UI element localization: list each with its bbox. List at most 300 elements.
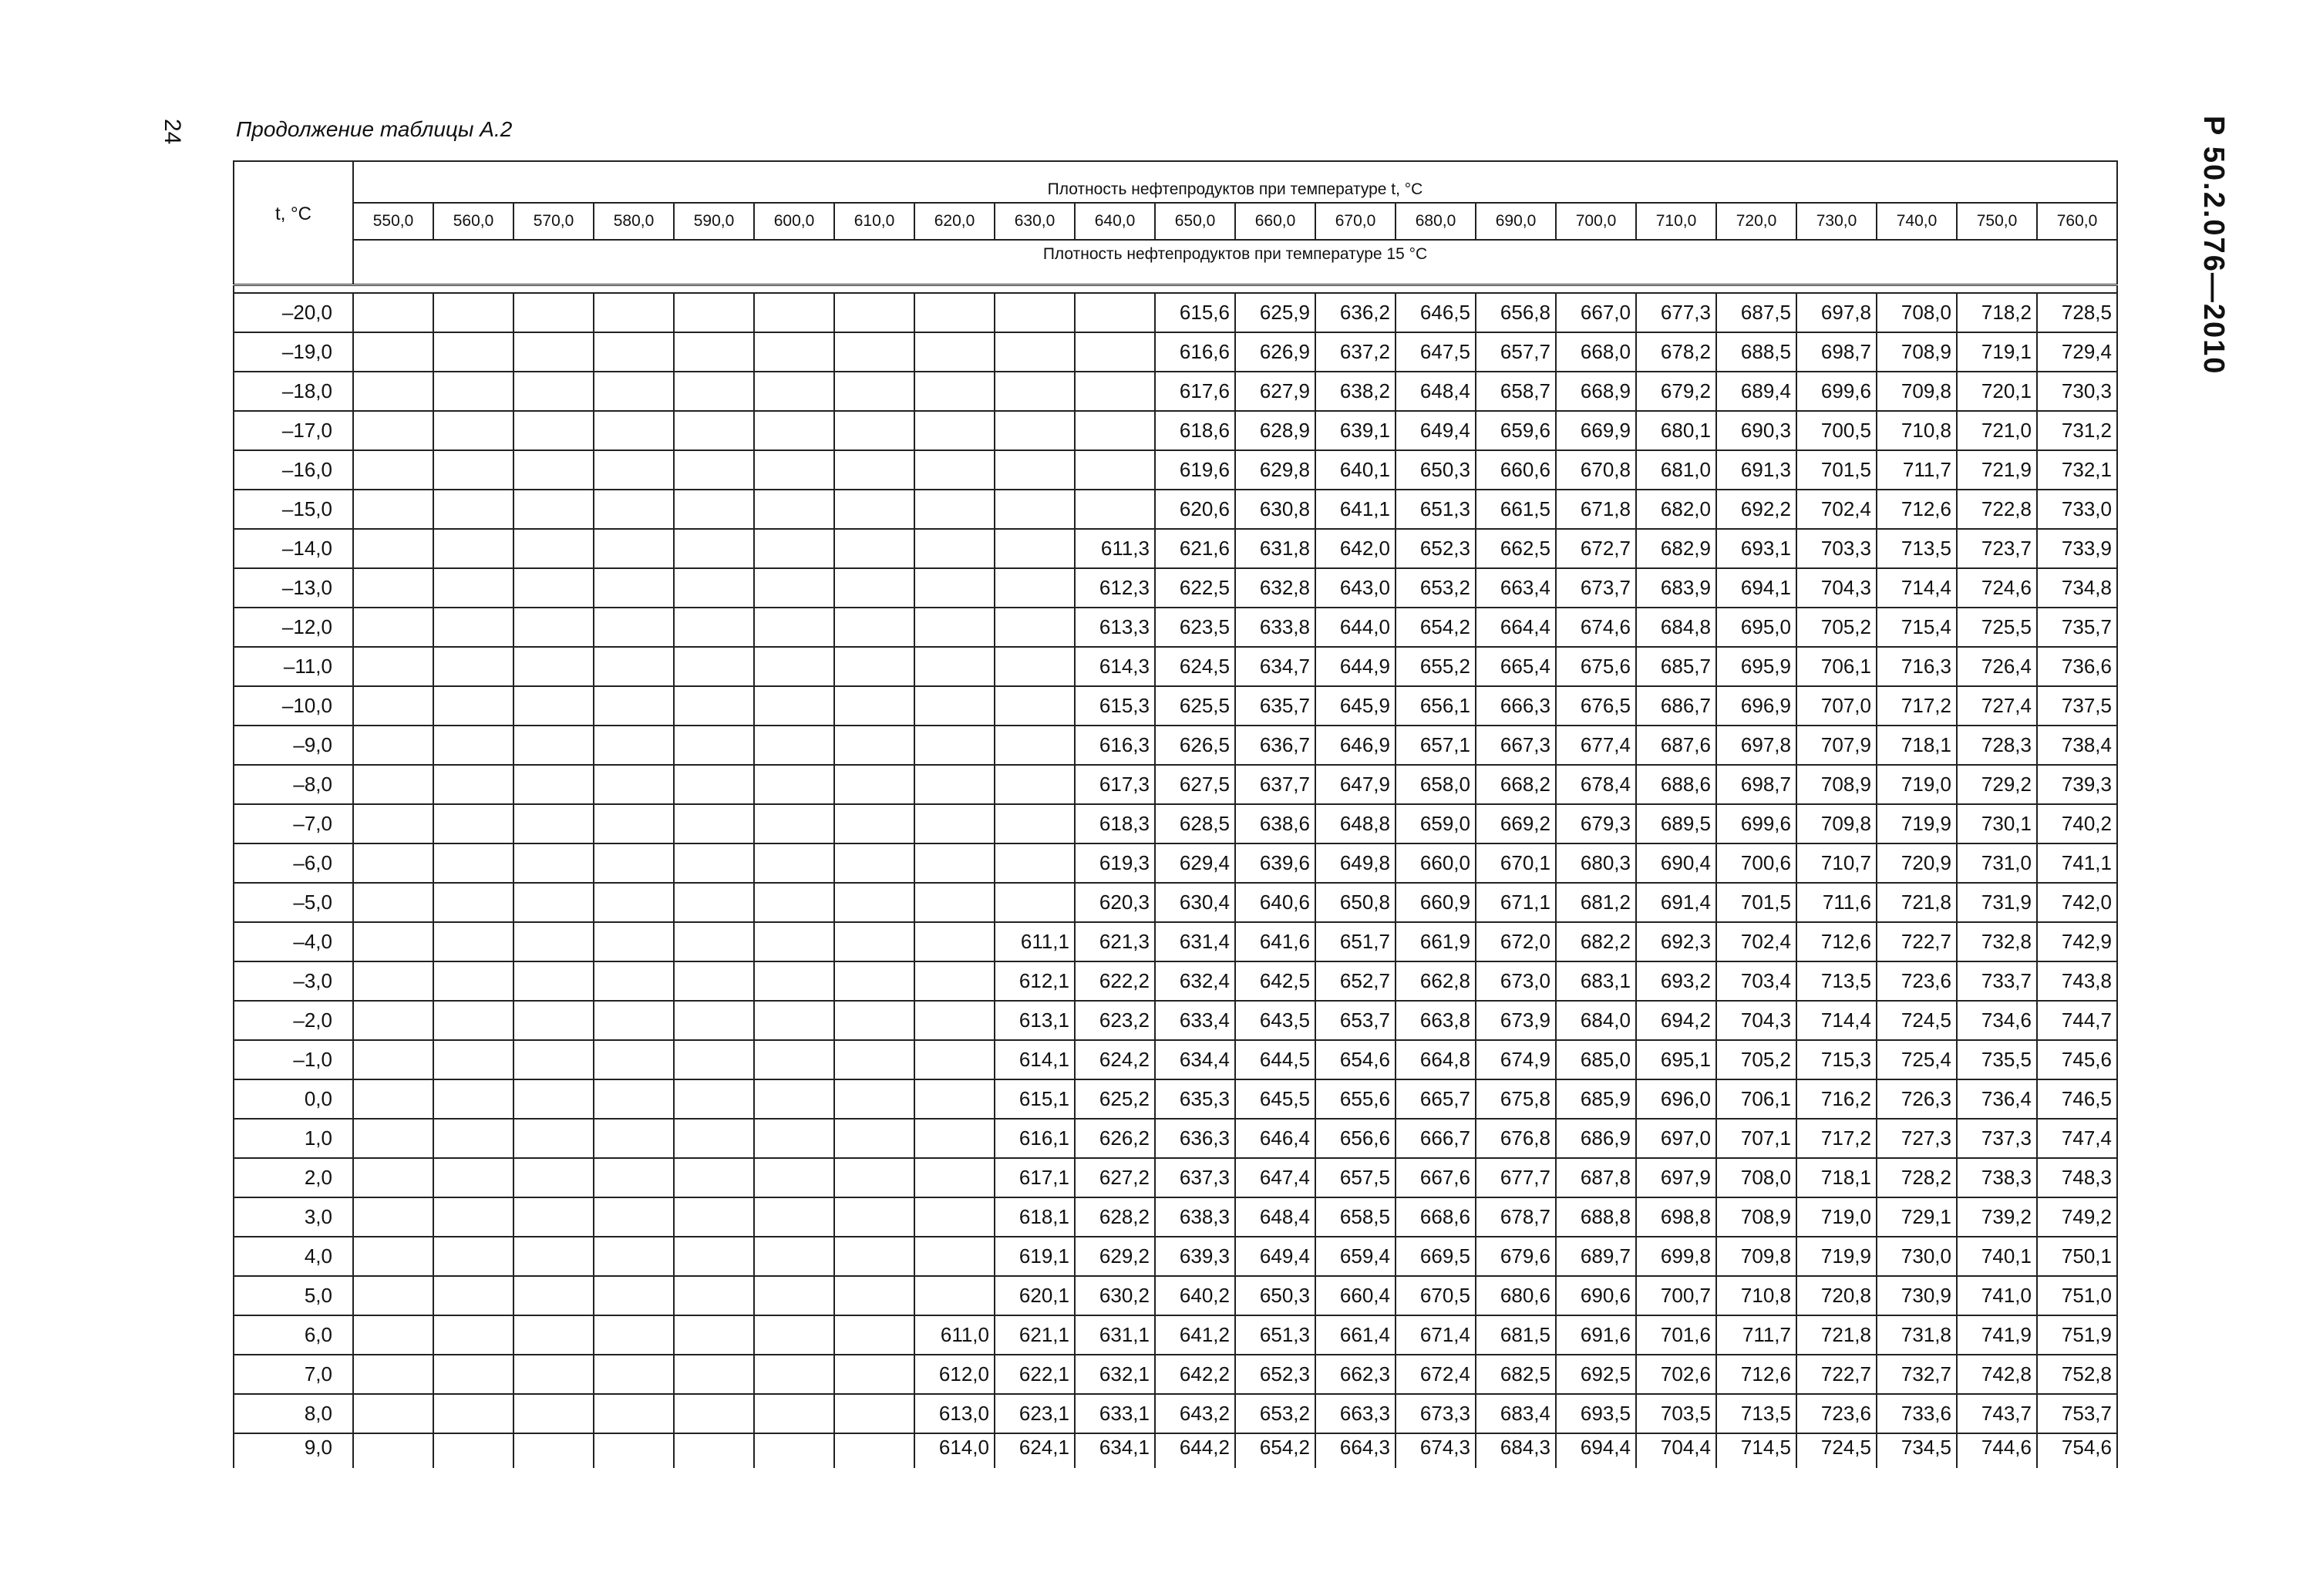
density-cell: [914, 332, 995, 372]
density-cell: [594, 1119, 674, 1158]
density-cell: [353, 1197, 433, 1237]
density-cell: 650,3: [1235, 1276, 1315, 1315]
density-cell: 627,2: [1075, 1158, 1155, 1197]
density-cell: 724,5: [1796, 1433, 1877, 1468]
density-cell: 614,3: [1075, 647, 1155, 686]
density-cell: [433, 529, 513, 568]
density-cell: 621,3: [1075, 922, 1155, 961]
density-cell: 685,7: [1636, 647, 1716, 686]
density-cell: [433, 372, 513, 411]
density-cell: 652,3: [1235, 1355, 1315, 1394]
density-cell: 614,0: [914, 1433, 995, 1468]
density-cell: 626,9: [1235, 332, 1315, 372]
density-cell: 712,6: [1877, 490, 1957, 529]
density-cell: [834, 765, 914, 804]
density-cell: [433, 726, 513, 765]
density-cell: 661,4: [1315, 1315, 1396, 1355]
density-cell: 659,6: [1476, 411, 1556, 450]
density-cell: [594, 608, 674, 647]
header-gap: [234, 285, 2117, 294]
density-cell: 728,5: [2037, 293, 2117, 332]
density-cell: 668,9: [1556, 372, 1636, 411]
density-cell: [674, 1237, 754, 1276]
density-cell: 677,3: [1636, 293, 1716, 332]
density-cell: 669,5: [1396, 1237, 1476, 1276]
density-cell: [754, 411, 834, 450]
density-cell: 716,3: [1877, 647, 1957, 686]
header-top: Плотность нефтепродуктов при температуре t, °C: [353, 161, 2117, 203]
density-cell: 667,0: [1556, 293, 1636, 332]
density-cell: [433, 961, 513, 1001]
density-cell: 653,7: [1315, 1001, 1396, 1040]
density-cell: [594, 1040, 674, 1079]
density-cell: 680,1: [1636, 411, 1716, 450]
density-cell: [353, 843, 433, 883]
density-cell: [754, 961, 834, 1001]
density-cell: 624,1: [995, 1433, 1075, 1468]
density-cell: 668,6: [1396, 1197, 1476, 1237]
table-row: [234, 490, 2117, 529]
density-cell: [513, 843, 594, 883]
density-cell: 621,1: [995, 1315, 1075, 1355]
density-cell: 729,2: [1957, 765, 2037, 804]
density-cell: 668,2: [1476, 765, 1556, 804]
density-cell: [834, 1197, 914, 1237]
density-cell: 658,5: [1315, 1197, 1396, 1237]
density-cell: 702,6: [1636, 1355, 1716, 1394]
density-cell: [834, 843, 914, 883]
temperature-cell: 8,0: [234, 1394, 353, 1433]
density-cell: [513, 450, 594, 490]
density-cell: [433, 1079, 513, 1119]
density-cell: 736,6: [2037, 647, 2117, 686]
temperature-cell: 0,0: [234, 1079, 353, 1119]
density-cell: 628,2: [1075, 1197, 1155, 1237]
density-cell: 697,8: [1716, 726, 1796, 765]
density-cell: 641,1: [1315, 490, 1396, 529]
density-cell: [914, 1119, 995, 1158]
density-cell: [513, 608, 594, 647]
density-cell: 632,1: [1075, 1355, 1155, 1394]
density-cell: 704,4: [1636, 1433, 1716, 1468]
density-cell: 676,5: [1556, 686, 1636, 726]
density-cell: 662,5: [1476, 529, 1556, 568]
density-cell: [674, 1276, 754, 1315]
density-cell: [433, 1394, 513, 1433]
density-cell: 702,4: [1796, 490, 1877, 529]
density-cell: [914, 411, 995, 450]
density-cell: 665,7: [1396, 1079, 1476, 1119]
density-cell: 744,6: [1957, 1433, 2037, 1468]
temperature-cell: –1,0: [234, 1040, 353, 1079]
density-cell: 658,7: [1476, 372, 1556, 411]
density-cell: 675,6: [1556, 647, 1636, 686]
density-cell: [914, 1276, 995, 1315]
density-cell: [995, 804, 1075, 843]
density-cell: 719,9: [1877, 804, 1957, 843]
density-cell: [674, 1394, 754, 1433]
density-cell: 741,1: [2037, 843, 2117, 883]
density-cell: [754, 1197, 834, 1237]
density-cell: 730,3: [2037, 372, 2117, 411]
density-cell: [433, 1276, 513, 1315]
density-cell: 720,9: [1877, 843, 1957, 883]
density-cell: [995, 450, 1075, 490]
density-cell: 638,6: [1235, 804, 1315, 843]
density-cell: 617,3: [1075, 765, 1155, 804]
density-cell: [433, 1158, 513, 1197]
density-cell: [513, 568, 594, 608]
density-cell: 730,1: [1957, 804, 2037, 843]
density-cell: [513, 411, 594, 450]
density-cell: [995, 765, 1075, 804]
density-cell: 709,8: [1716, 1237, 1796, 1276]
density-cell: 615,6: [1155, 293, 1235, 332]
density-cell: [353, 1119, 433, 1158]
table-row: [234, 804, 2117, 843]
density-cell: 661,5: [1476, 490, 1556, 529]
density-cell: [834, 1394, 914, 1433]
density-cell: [594, 1079, 674, 1119]
density-cell: 649,4: [1396, 411, 1476, 450]
density-cell: [513, 293, 594, 332]
density-cell: 649,4: [1235, 1237, 1315, 1276]
density-cell: [513, 1315, 594, 1355]
density-cell: [914, 450, 995, 490]
density-cell: 699,6: [1796, 372, 1877, 411]
density-cell: 634,1: [1075, 1433, 1155, 1468]
density-cell: 682,2: [1556, 922, 1636, 961]
density-cell: 695,0: [1716, 608, 1796, 647]
density-cell: 724,5: [1877, 1001, 1957, 1040]
density-cell: [674, 922, 754, 961]
density-cell: [674, 1355, 754, 1394]
density-cell: [995, 883, 1075, 922]
density-cell: [914, 961, 995, 1001]
density-cell: 737,3: [1957, 1119, 2037, 1158]
density-cell: [674, 1158, 754, 1197]
density-cell: 695,9: [1716, 647, 1796, 686]
density-cell: 730,0: [1877, 1237, 1957, 1276]
density-cell: 718,1: [1796, 1158, 1877, 1197]
density-cell: 656,6: [1315, 1119, 1396, 1158]
density-cell: [754, 922, 834, 961]
density-cell: [1075, 411, 1155, 450]
density-cell: 648,4: [1396, 372, 1476, 411]
temperature-cell: –7,0: [234, 804, 353, 843]
column-header: 610,0: [834, 203, 914, 240]
density-cell: 629,2: [1075, 1237, 1155, 1276]
density-cell: 663,8: [1396, 1001, 1476, 1040]
density-cell: 681,5: [1476, 1315, 1556, 1355]
density-cell: 687,5: [1716, 293, 1796, 332]
density-cell: 724,6: [1957, 568, 2037, 608]
temperature-cell: –4,0: [234, 922, 353, 961]
density-cell: 672,0: [1476, 922, 1556, 961]
density-cell: [914, 490, 995, 529]
density-cell: [433, 843, 513, 883]
density-cell: 651,3: [1235, 1315, 1315, 1355]
density-cell: 711,7: [1877, 450, 1957, 490]
density-cell: [353, 726, 433, 765]
density-cell: [513, 1197, 594, 1237]
table-row: [234, 1040, 2117, 1079]
density-cell: 712,6: [1716, 1355, 1796, 1394]
density-cell: 733,9: [2037, 529, 2117, 568]
density-cell: 731,8: [1877, 1315, 1957, 1355]
density-cell: 665,4: [1476, 647, 1556, 686]
density-cell: [834, 608, 914, 647]
density-cell: 742,9: [2037, 922, 2117, 961]
density-cell: 624,2: [1075, 1040, 1155, 1079]
density-cell: 678,2: [1636, 332, 1716, 372]
density-cell: [513, 647, 594, 686]
density-cell: 641,6: [1235, 922, 1315, 961]
density-cell: 722,7: [1877, 922, 1957, 961]
table-row: [234, 1237, 2117, 1276]
density-cell: 714,5: [1716, 1433, 1796, 1468]
density-cell: 626,5: [1155, 726, 1235, 765]
density-cell: 723,7: [1957, 529, 2037, 568]
density-cell: 640,2: [1155, 1276, 1235, 1315]
density-cell: [353, 608, 433, 647]
density-cell: [353, 686, 433, 726]
density-cell: 697,0: [1636, 1119, 1716, 1158]
density-cell: 733,7: [1957, 961, 2037, 1001]
density-cell: 614,1: [995, 1040, 1075, 1079]
density-cell: 731,2: [2037, 411, 2117, 450]
density-cell: 631,4: [1155, 922, 1235, 961]
temperature-cell: –12,0: [234, 608, 353, 647]
density-cell: [433, 1355, 513, 1394]
density-cell: [1075, 450, 1155, 490]
table-row: [234, 1433, 2117, 1468]
density-cell: [674, 647, 754, 686]
density-cell: 651,7: [1315, 922, 1396, 961]
table-row: [234, 961, 2117, 1001]
density-cell: 689,7: [1556, 1237, 1636, 1276]
density-cell: 698,7: [1796, 332, 1877, 372]
column-header: 560,0: [433, 203, 513, 240]
density-cell: 746,5: [2037, 1079, 2117, 1119]
density-cell: [353, 568, 433, 608]
column-header: 670,0: [1315, 203, 1396, 240]
density-cell: [513, 490, 594, 529]
density-cell: [1075, 332, 1155, 372]
density-cell: [513, 1433, 594, 1468]
density-cell: 639,6: [1235, 843, 1315, 883]
density-cell: [834, 411, 914, 450]
density-cell: 713,5: [1716, 1394, 1796, 1433]
density-cell: [513, 529, 594, 568]
density-cell: [914, 843, 995, 883]
density-cell: [433, 765, 513, 804]
density-cell: 676,8: [1476, 1119, 1556, 1158]
density-cell: [513, 372, 594, 411]
density-cell: [513, 765, 594, 804]
density-cell: 687,8: [1556, 1158, 1636, 1197]
density-cell: 619,6: [1155, 450, 1235, 490]
density-cell: 652,7: [1315, 961, 1396, 1001]
density-cell: [754, 686, 834, 726]
density-cell: 690,6: [1556, 1276, 1636, 1315]
density-cell: 743,7: [1957, 1394, 2037, 1433]
density-cell: 716,2: [1796, 1079, 1877, 1119]
density-cell: 717,2: [1796, 1119, 1877, 1158]
density-cell: [754, 1394, 834, 1433]
density-cell: [834, 804, 914, 843]
density-cell: 647,9: [1315, 765, 1396, 804]
density-cell: 671,1: [1476, 883, 1556, 922]
density-cell: [433, 883, 513, 922]
density-cell: 697,9: [1636, 1158, 1716, 1197]
density-cell: 721,9: [1957, 450, 2037, 490]
density-cell: 648,4: [1235, 1197, 1315, 1237]
temperature-cell: 3,0: [234, 1197, 353, 1237]
density-cell: 662,3: [1315, 1355, 1396, 1394]
density-cell: 659,4: [1315, 1237, 1396, 1276]
density-cell: 636,3: [1155, 1119, 1235, 1158]
density-cell: 637,7: [1235, 765, 1315, 804]
density-cell: 738,3: [1957, 1158, 2037, 1197]
density-cell: 719,0: [1877, 765, 1957, 804]
density-cell: 653,2: [1235, 1394, 1315, 1433]
density-cell: 722,8: [1957, 490, 2037, 529]
density-cell: 677,7: [1476, 1158, 1556, 1197]
column-header: 740,0: [1877, 203, 1957, 240]
density-cell: 723,6: [1796, 1394, 1877, 1433]
density-cell: [433, 332, 513, 372]
density-cell: [834, 1001, 914, 1040]
density-cell: [353, 490, 433, 529]
density-cell: [594, 293, 674, 332]
density-cell: 684,3: [1476, 1433, 1556, 1468]
density-cell: [834, 1355, 914, 1394]
density-cell: 629,8: [1235, 450, 1315, 490]
density-cell: [754, 804, 834, 843]
density-cell: [513, 332, 594, 372]
density-cell: 673,3: [1396, 1394, 1476, 1433]
density-cell: 673,0: [1476, 961, 1556, 1001]
density-cell: 734,8: [2037, 568, 2117, 608]
density-cell: [995, 293, 1075, 332]
density-cell: 630,4: [1155, 883, 1235, 922]
density-cell: [433, 922, 513, 961]
density-cell: [674, 1079, 754, 1119]
density-cell: 617,6: [1155, 372, 1235, 411]
density-cell: 612,0: [914, 1355, 995, 1394]
density-cell: 622,2: [1075, 961, 1155, 1001]
density-cell: 720,1: [1957, 372, 2037, 411]
density-cell: 739,2: [1957, 1197, 2037, 1237]
density-cell: [594, 529, 674, 568]
temperature-cell: –19,0: [234, 332, 353, 372]
density-cell: 619,3: [1075, 843, 1155, 883]
density-cell: 620,6: [1155, 490, 1235, 529]
density-cell: 701,6: [1636, 1315, 1716, 1355]
density-cell: 713,5: [1796, 961, 1877, 1001]
density-cell: [594, 1394, 674, 1433]
density-cell: 711,7: [1716, 1315, 1796, 1355]
density-cell: [995, 686, 1075, 726]
table-row: [234, 1394, 2117, 1433]
density-cell: 711,6: [1796, 883, 1877, 922]
density-cell: 634,7: [1235, 647, 1315, 686]
density-cell: [914, 529, 995, 568]
density-cell: 694,4: [1556, 1433, 1636, 1468]
density-cell: 677,4: [1556, 726, 1636, 765]
density-cell: 626,2: [1075, 1119, 1155, 1158]
density-cell: 703,3: [1796, 529, 1877, 568]
density-cell: [834, 490, 914, 529]
density-cell: 622,5: [1155, 568, 1235, 608]
column-header: 550,0: [353, 203, 433, 240]
density-cell: [754, 490, 834, 529]
column-header: 580,0: [594, 203, 674, 240]
density-cell: [754, 608, 834, 647]
density-cell: [513, 1040, 594, 1079]
density-cell: 689,4: [1716, 372, 1796, 411]
density-cell: [594, 332, 674, 372]
table-row: [234, 1158, 2117, 1197]
density-cell: 693,5: [1556, 1394, 1636, 1433]
density-cell: 623,1: [995, 1394, 1075, 1433]
density-cell: 683,9: [1636, 568, 1716, 608]
density-cell: [353, 1394, 433, 1433]
density-cell: [674, 961, 754, 1001]
density-cell: 658,0: [1396, 765, 1476, 804]
density-cell: 635,7: [1235, 686, 1315, 726]
density-cell: [754, 1315, 834, 1355]
column-header: 620,0: [914, 203, 995, 240]
density-cell: 620,1: [995, 1276, 1075, 1315]
density-cell: 653,2: [1396, 568, 1476, 608]
density-cell: [914, 686, 995, 726]
column-header: 650,0: [1155, 203, 1235, 240]
density-cell: 722,7: [1796, 1355, 1877, 1394]
density-cell: [995, 332, 1075, 372]
density-cell: [995, 608, 1075, 647]
density-cell: [995, 372, 1075, 411]
density-cell: 644,5: [1235, 1040, 1315, 1079]
density-cell: 725,5: [1957, 608, 2037, 647]
density-cell: [433, 411, 513, 450]
density-cell: [754, 450, 834, 490]
density-cell: 613,1: [995, 1001, 1075, 1040]
density-cell: 701,5: [1796, 450, 1877, 490]
density-cell: 692,2: [1716, 490, 1796, 529]
density-cell: [914, 1158, 995, 1197]
density-cell: 698,8: [1636, 1197, 1716, 1237]
density-cell: [433, 1433, 513, 1468]
density-cell: 742,0: [2037, 883, 2117, 922]
table-row: [234, 922, 2117, 961]
density-cell: [353, 1433, 433, 1468]
density-cell: 618,6: [1155, 411, 1235, 450]
density-cell: 721,0: [1957, 411, 2037, 450]
density-cell: 728,3: [1957, 726, 2037, 765]
density-cell: [995, 726, 1075, 765]
temperature-cell: –2,0: [234, 1001, 353, 1040]
density-cell: 631,1: [1075, 1315, 1155, 1355]
density-cell: 723,6: [1877, 961, 1957, 1001]
density-cell: 691,3: [1716, 450, 1796, 490]
density-cell: [834, 883, 914, 922]
density-cell: 670,5: [1396, 1276, 1476, 1315]
table-row: [234, 332, 2117, 372]
density-cell: 741,9: [1957, 1315, 2037, 1355]
density-cell: 618,1: [995, 1197, 1075, 1237]
